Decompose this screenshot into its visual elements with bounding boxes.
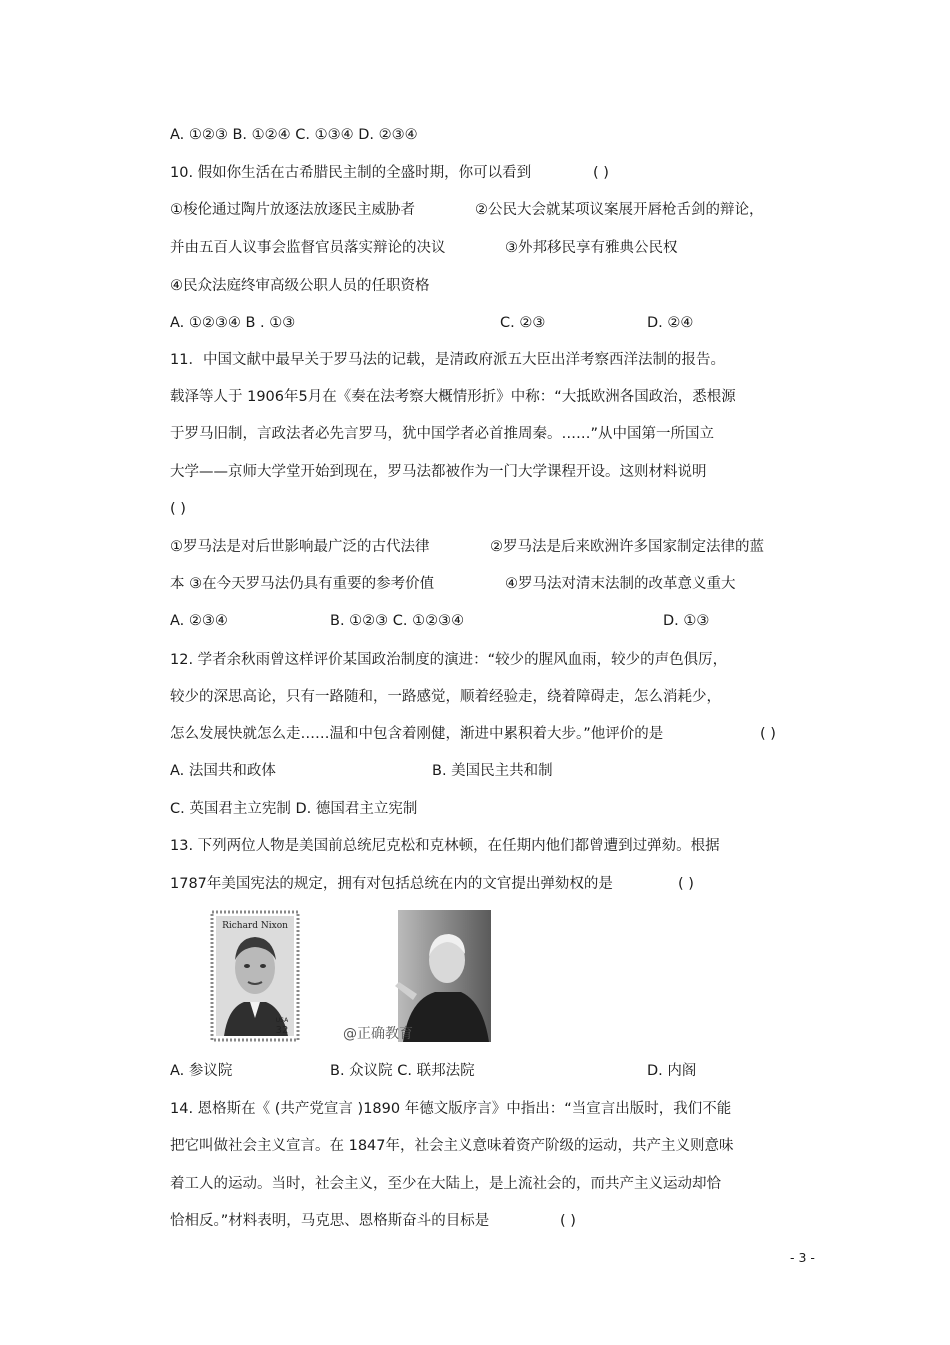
q11-option-bc: B. ①②③ C. ①②③④ [330, 613, 465, 629]
q11-statement-4: ④罗马法对清末法制的改革意义重大 [505, 576, 736, 592]
q13-option-d: D. 内阁 [647, 1063, 697, 1079]
q12-line-3: 怎么发展快就怎么走……温和中包含着刚健，渐进中累积着大步。”他评价的是 [170, 726, 664, 742]
q13-option-a: A. 参议院 [170, 1063, 233, 1079]
q10-option-d: D. ②④ [647, 315, 694, 331]
q10-option-c: C. ②③ [500, 315, 546, 331]
q13-line-2: 1787年美国宪法的规定，拥有对包括总统在内的文官提出弹劾权的是 [170, 876, 613, 892]
q12-option-b: B. 美国民主共和制 [432, 763, 553, 779]
q12-answer-paren: ( ) [760, 726, 776, 742]
q13-option-bc: B. 众议院 C. 联邦法院 [330, 1063, 475, 1079]
photo-watermark-text: @正确教育 [343, 1026, 413, 1042]
q12-line-2: 较少的深思高论，只有一路随和，一路感觉，顺着经验走，绕着障碍走，怎么消耗少， [170, 689, 721, 705]
q11-statement-2: ②罗马法是后来欧洲许多国家制定法律的蓝 [490, 539, 764, 555]
q14-line-4: 恰相反。”材料表明，马克思、恩格斯奋斗的目标是 [170, 1213, 490, 1229]
q11-answer-paren: ( ) [170, 501, 186, 517]
q10-option-ab: A. ①②③④ B . ①③ [170, 315, 296, 331]
nixon-stamp-image [210, 910, 300, 1042]
q14-answer-paren: ( ) [560, 1213, 576, 1229]
q10-statement-2: ②公民大会就某项议案展开唇枪舌剑的辩论， [475, 202, 764, 218]
q13-answer-paren: ( ) [678, 876, 694, 892]
q12-option-a: A. 法国共和政体 [170, 763, 276, 779]
clinton-photo-image [343, 910, 491, 1042]
q11-line-4: 大学——京师大学堂开始到现在，罗马法都被作为一门大学课程开设。这则材料说明 [170, 464, 707, 480]
q14-line-1: 14. 恩格斯在《 (共产党宣言 )1890 年德文版序言》中指出：“当宣言出版时，我们不能 [170, 1101, 732, 1117]
q11-option-a: A. ②③④ [170, 613, 228, 629]
q11-statement-3: 本 ③在今天罗马法仍具有重要的参考价值 [170, 576, 435, 592]
q12-option-cd: C. 英国君主立宪制 D. 德国君主立宪制 [170, 801, 418, 817]
page-number: - 3 - [790, 1250, 815, 1265]
q13-line-1: 13. 下列两位人物是美国前总统尼克松和克林顿，在任期内他们都曾遭到过弹劾。根据 [170, 838, 720, 854]
q10-stem: 10. 假如你生活在古希腊民主制的全盛时期，你可以看到 [170, 165, 532, 181]
q14-line-2: 把它叫做社会主义宣言。在 1847年，社会主义意味着资产阶级的运动，共产主义则意味 [170, 1138, 734, 1154]
q11-statement-1: ①罗马法是对后世影响最广泛的古代法律 [170, 539, 430, 555]
q14-line-3: 着工人的运动。当时，社会主义，至少在大陆上，是上流社会的，而共产主义运动却恰 [170, 1176, 721, 1192]
q10-statement-4: ④民众法庭终审高级公职人员的任职资格 [170, 278, 430, 294]
q10-statement-2-cont: 并由五百人议事会监督官员落实辩论的决议 [170, 240, 446, 256]
q11-line-2: 载泽等人于 1906年5月在《奏在法考察大概情形折》中称：“大抵欧洲各国政治，悉根源 [170, 389, 736, 405]
q10-answer-paren: ( ) [593, 165, 609, 181]
stamp-usa-text: USA [275, 1017, 289, 1024]
q11-option-d: D. ①③ [663, 613, 710, 629]
q10-statement-1: ①梭伦通过陶片放逐法放逐民主威胁者 [170, 202, 415, 218]
q11-line-3: 于罗马旧制，言政法者必先言罗马，犹中国学者必首推周秦。……”从中国第一所国立 [170, 426, 715, 442]
q10-statement-3: ③外邦移民享有雅典公民权 [505, 240, 678, 256]
stamp-name-text: Richard Nixon [222, 921, 288, 931]
q12-line-1: 12. 学者余秋雨曾这样评价某国政治制度的演进：“较少的腥风血雨，较少的声色俱厉， [170, 652, 728, 668]
q9-options: A. ①②③ B. ①②④ C. ①③④ D. ②③④ [170, 127, 418, 143]
q11-line-1: 11．中国文献中最早关于罗马法的记载，是清政府派五大臣出洋考察西洋法制的报告。 [170, 352, 725, 368]
stamp-value-text: 32 [275, 1025, 289, 1036]
